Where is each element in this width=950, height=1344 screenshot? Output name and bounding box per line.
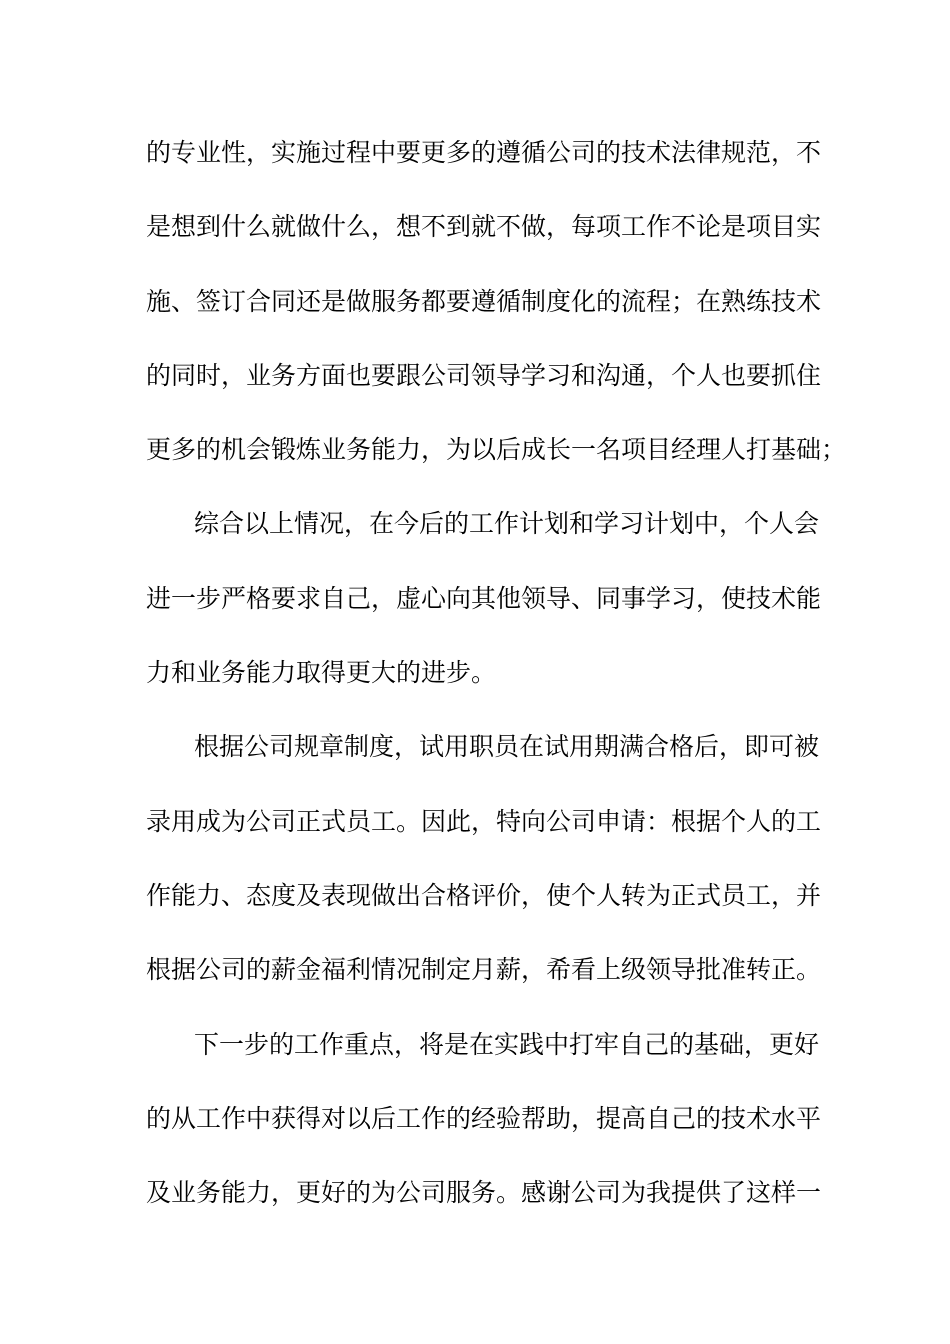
text-line: 根据公司的薪金福利情况制定月薪，希看上级领导批准转正。: [146, 955, 822, 985]
text-line: 是想到什么就做什么，想不到就不做，每项工作不论是项目实: [146, 212, 822, 242]
text-line: 力和业务能力取得更大的进步。: [146, 658, 497, 688]
text-line: 施、签订合同还是做服务都要遵循制度化的流程；在熟练技术: [146, 286, 822, 316]
text-line: 进一步严格要求自己，虚心向其他领导、同事学习，使技术能: [146, 583, 822, 613]
text-line: 的同时，业务方面也要跟公司领导学习和沟通，个人也要抓住: [146, 360, 822, 390]
text-line: 根据公司规章制度，试用职员在试用期满合格后，即可被: [194, 732, 820, 762]
text-line: 综合以上情况，在今后的工作计划和学习计划中，个人会: [194, 509, 820, 539]
text-line: 作能力、态度及表现做出合格评价，使个人转为正式员工，并: [146, 880, 822, 910]
text-line: 的专业性，实施过程中要更多的遵循公司的技术法律规范，不: [146, 138, 822, 167]
text-line: 录用成为公司正式员工。因此，特向公司申请：根据个人的工: [146, 806, 822, 836]
body-text: [146, 124, 847, 1238]
text-line: 及业务能力，更好的为公司服务。感谢公司为我提供了这样一: [146, 1178, 822, 1208]
text-line: 更多的机会锻炼业务能力，为以后成长一名项目经理人打基础；: [146, 435, 847, 465]
text-line: 下一步的工作重点，将是在实践中打牢自己的基础，更好: [194, 1029, 820, 1059]
text-line: 的从工作中获得对以后工作的经验帮助，提高自己的技术水平: [146, 1103, 822, 1133]
